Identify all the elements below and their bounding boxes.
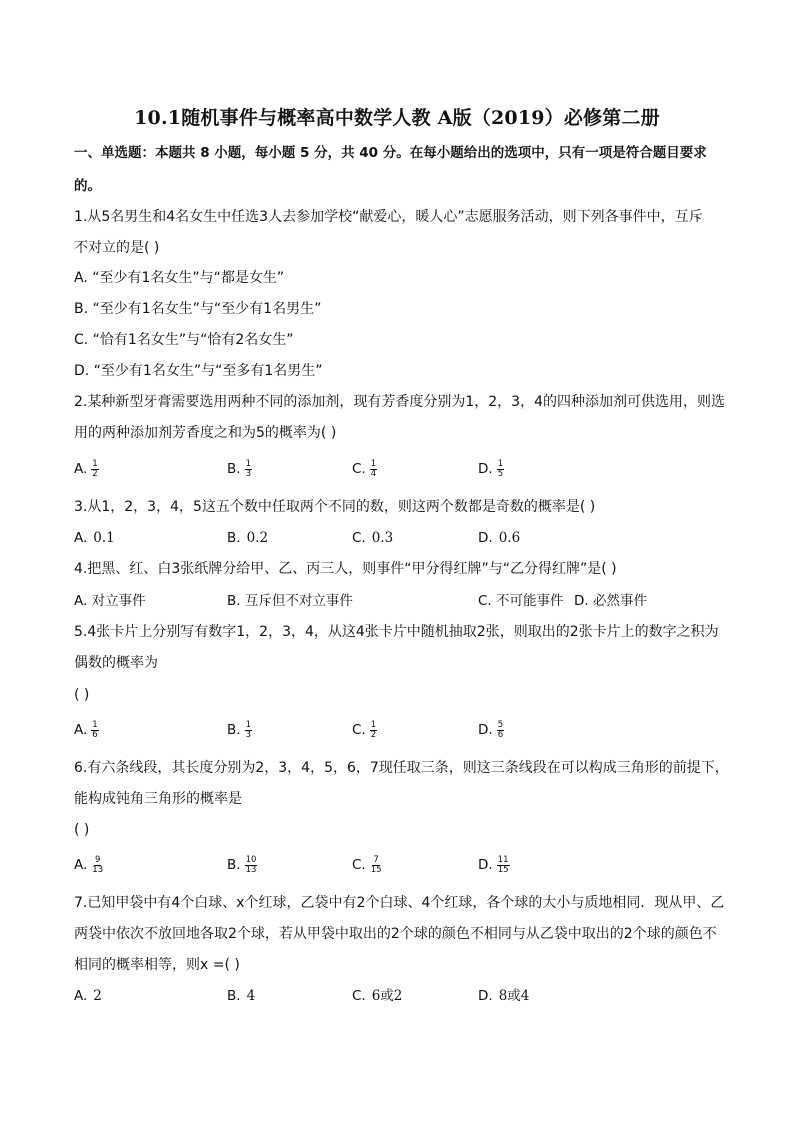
q5-option-a: A. $\frac{1}{6}$ — [74, 719, 98, 740]
q5-stem-line3: ( ) — [74, 687, 90, 703]
q6-stem-line2: 能构成钝角三角形的概率是 — [74, 791, 242, 807]
q3-option-b: B. 0.2 — [227, 530, 269, 546]
q2-option-c — [352, 459, 377, 479]
option-letter: B. — [227, 461, 241, 477]
q5-option-c: C. $\frac{1}{2}$ — [352, 719, 377, 740]
q6-option-a: A. $\frac{9}{13}$ — [74, 854, 104, 875]
q4-option-c: C. 不可能事件 — [478, 593, 564, 609]
q6-stem-line1: 6.有六条线段，其长度分别为2，3，4，5，6，7现任取三条，则这三条线段在可以构成三角形的前提下， — [74, 760, 729, 776]
q5-option-d: D. $\frac{5}{6}$ — [478, 719, 504, 740]
fraction: $\frac{11}{15}$ — [497, 854, 509, 875]
fraction: $\frac{1}{3}$ — [245, 458, 251, 479]
q1-option-b: B. “至少有1名女生”与“至少有1名男生” — [74, 301, 322, 317]
q1-option-a: A. “至少有1名女生”与“都是女生” — [74, 270, 285, 286]
q5-stem-line2: 偶数的概率为 — [74, 655, 158, 671]
q6-option-b: B. $\frac{10}{13}$ — [227, 854, 257, 875]
q2-option-d — [478, 459, 504, 479]
q4-option-b: B. 互斥但不对立事件 — [227, 593, 353, 609]
q5-stem-line1: 5.4张卡片上分别写有数字1，2，3，4，从这4张卡片中随机抽取2张，则取出的2张卡片上的数字之积为 — [74, 624, 719, 640]
q6-option-c: C. $\frac{7}{15}$ — [352, 854, 382, 875]
q4-stem-line1: 4.把黑、红、白3张纸牌分给甲、乙、丙三人，则事件“甲分得红牌”与“乙分得红牌”是( ) — [74, 561, 617, 577]
q2-stem-line1: 2.某种新型牙膏需要选用两种不同的添加剂，现有芳香度分别为1，2，3，4的四种添加剂可供选用，则选 — [74, 394, 725, 410]
q3-stem-line1: 3.从1，2，3，4，5这五个数中任取两个不同的数，则这两个数都是奇数的概率是( ) — [74, 499, 596, 515]
q3-option-d: D. 0.6 — [478, 530, 521, 546]
q5-option-b: B. $\frac{1}{3}$ — [227, 719, 251, 740]
fraction: $\frac{1}{6}$ — [92, 719, 98, 740]
q7-stem-line3: 相同的概率相等，则x =( ) — [74, 957, 240, 973]
q1-option-d: D. “至少有1名女生”与“至多有1名男生” — [74, 363, 323, 379]
fraction: $\frac{7}{15}$ — [370, 854, 382, 875]
q7-stem-line2: 两袋中依次不放回地各取2个球，若从甲袋中取出的2个球的颜色不相同与从乙袋中取出的2个球的颜色不 — [74, 926, 717, 942]
q3-option-c: C. 0.3 — [352, 530, 394, 546]
q4-option-d: D. 必然事件 — [574, 593, 647, 609]
q7-option-b: B. 4 — [227, 988, 256, 1004]
section-heading-line1: 一、单选题：本题共 8 小题，每小题 5 分，共 40 分。在每小题给出的选项中，只有一项是符合题目要求 — [74, 145, 707, 161]
fraction: $\frac{1}{2}$ — [370, 719, 377, 740]
option-letter: A. — [74, 461, 88, 477]
fraction: $\frac{1}{2}$ — [92, 458, 98, 479]
q7-option-a: A. 2 — [74, 988, 102, 1004]
q6-option-d: D. $\frac{11}{15}$ — [478, 854, 509, 875]
q7-stem-line1: 7.已知甲袋中有4个白球、x个红球，乙袋中有2个白球、4个红球，各个球的大小与质地相同．现从甲、乙 — [74, 895, 725, 911]
q7-option-d: D. 8或4 — [478, 988, 530, 1004]
fraction: $\frac{5}{6}$ — [497, 719, 504, 740]
q6-stem-line3: ( ) — [74, 822, 90, 838]
q1-option-c: C. “恰有1名女生”与“恰有2名女生” — [74, 332, 294, 348]
option-letter: D. — [478, 461, 493, 477]
fraction: $\frac{1}{5}$ — [497, 458, 504, 479]
q2-option-a — [74, 459, 99, 479]
fraction: $\frac{10}{13}$ — [245, 854, 257, 875]
q1-stem-line2: 不对立的是( ) — [74, 240, 160, 256]
q4-option-a: A. 对立事件 — [74, 593, 146, 609]
fraction: $\frac{1}{3}$ — [245, 719, 251, 740]
section-heading-line2: 的。 — [74, 178, 101, 194]
q7-option-c: C. 6或2 — [352, 988, 403, 1004]
q2-option-b — [227, 459, 252, 479]
q3-option-a: A. 0.1 — [74, 530, 115, 546]
option-letter: C. — [352, 461, 366, 477]
document-title: 10.1随机事件与概率高中数学人教 A版（2019）必修第二册 — [134, 107, 660, 129]
fraction: $\frac{9}{13}$ — [92, 854, 104, 875]
q2-stem-line2: 用的两种添加剂芳香度之和为5的概率为( ) — [74, 425, 337, 441]
fraction: $\frac{1}{4}$ — [370, 458, 377, 479]
q1-stem-line1: 1.从5名男生和4名女生中任选3人去参加学校“献爱心，暖人心”志愿服务活动，则下列各事件中，互斥 — [74, 209, 703, 225]
